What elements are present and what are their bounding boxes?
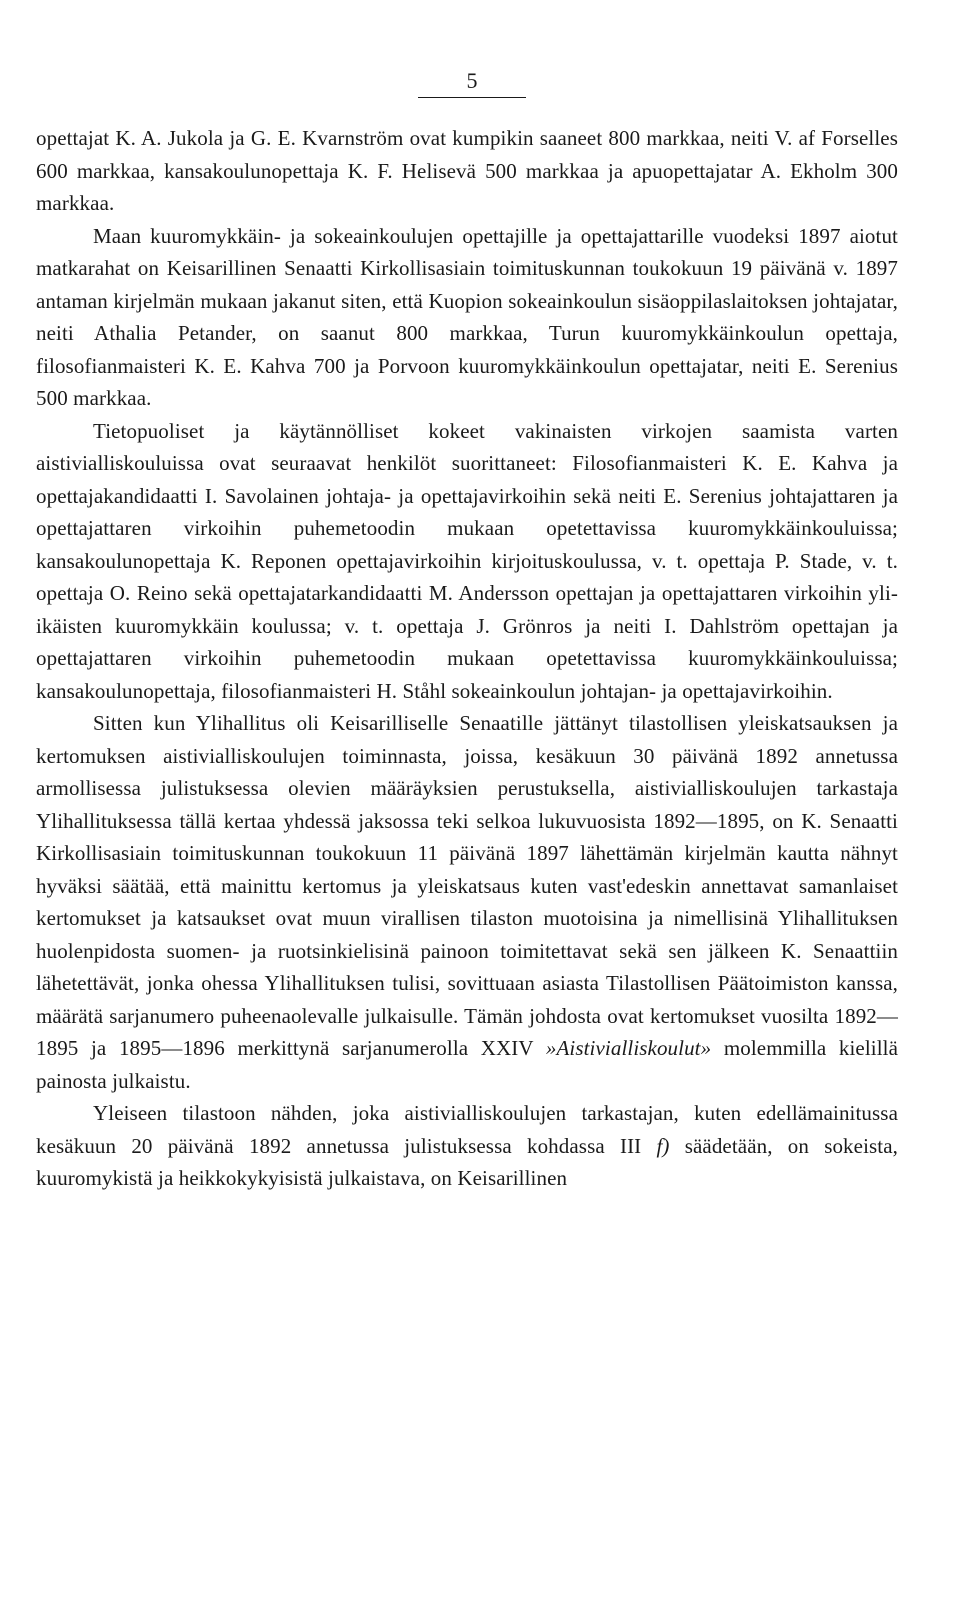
paragraph-general-statistics-text-after: säädetään, on sokeista, kuuromykistä ja heikkokykyisistä julkaistava, on Keisarillinen <box>36 1133 898 1190</box>
publication-series-title: »Aistivialliskoulut» <box>545 1036 712 1060</box>
paragraph-qualification-exams: Tietopuoliset ja käytännölliset kokeet vakinaisten virkojen saamista varten aistivialliskouluissa ovat seuraavat henkilöt suorittaneet: Filosofianmaisteri K. E. Kahva ja opettajakandidaatti I. Savolainen johtaja- ja opettajavirkoihin sekä neiti E. Serenius johtajattaren ja opettajattaren virkoihin puhemetoodin mukaan opetettavissa kuuromykkäinkouluissa; kansakoulunopettaja K. Reponen opettajavirkoihin kirjoituskoulussa, v. t. opettaja P. Stade, v. t. opettaja O. Reino sekä opettajatarkandidaatti M. Andersson opettajan ja opettajattaren virkoihin yli-ikäisten kuuromykkäin koulussa; v. t. opettaja J. Grönros ja neiti I. Dahlström opettajan ja opettajattaren virkoihin puhemetoodin mukaan opetettavissa kuuromykkäinkouluissa; kansakoulunopettaja, filosofianmaisteri H. Ståhl sokeainkoulun johtajan- ja opettajavirkoihin. <box>36 418 898 703</box>
paragraph-travel-grants-1897: Maan kuuromykkäin- ja sokeainkoulujen opettajille ja opettajattarille vuodeksi 1897 aiotut matkarahat on Keisarillinen Senaatti Kirkollisasiain toimituskunnan toukokuun 19 päivänä v. 1897 antaman kirjelmän mukaan jakanut siten, että Kuopion sokeainkoulun sisäoppilaslaitoksen johtajatar, neiti Athalia Petander, on saanut 800 markkaa, Turun kuuromykkäinkoulun opettaja, filosofianmaisteri K. E. Kahva 700 ja Porvoon kuuromykkäinkoulun opettajatar, neiti E. Serenius 500 markkaa. <box>36 223 898 410</box>
page-number: 5 <box>466 68 478 93</box>
paragraph-general-statistics <box>36 1097 898 1195</box>
body-text <box>36 122 898 1195</box>
paragraph-statistical-report <box>36 707 898 1097</box>
paragraph-statistical-report-text-after: molemmilla kielillä painosta julkaistu. <box>36 1036 899 1093</box>
paragraph-statistical-report-text-before: Sitten kun Ylihallitus oli Keisarilliselle Senaatille jättänyt tilastollisen yleiskatsauksen ja kertomuksen aistivialliskoulujen toiminnasta, joissa, kesäkuun 30 päivänä 1892 annetussa armollisessa julistuksessa olevien määräyksien perustuksella, aistivialliskoulujen tarkastaja Ylihallituksessa tällä kertaa yhdessä jaksossa teki selkoa lukuvuosista 1892—1895, on K. Senaatti Kirkollisasiain toimituskunnan toukokuun 11 päivänä 1897 lähettämän kirjelmän kautta nähnyt hyväksi säätää, että mainittu kertomus ja yleiskatsaus kuten vast'edeskin annettavat samanlaiset kertomukset ja katsaukset ovat muun virallisen tilaston muotoisina ja nimellisinä Ylihallituksen huolenpidosta suomen- ja ruotsinkielisinä painoon toimitettavat sekä sen jälkeen K. Senaattiin lähetettävät, jonka ohessa Ylihallituksen tulisi, sovittuaan asiasta Tilastollisen Päätoimiston kanssa, määrätä sarjanumero puheenaolevalle julkaisulle. Tämän johdosta ovat kertomukset vuosilta 1892—1895 ja 1895—1896 merkittynä sarjanumerolla XXIV <box>36 711 898 1060</box>
paragraph-travel-grants-continued: opettajat K. A. Jukola ja G. E. Kvarnström ovat kumpikin saaneet 800 markkaa, neiti V. af Forselles 600 markkaa, kansakoulunopettaja K. F. Helisevä 500 markkaa ja apuopettajatar A. Ekholm 300 markkaa. <box>36 126 898 215</box>
page-number-rule <box>418 97 526 98</box>
clause-reference: f) <box>656 1133 670 1158</box>
paragraph-general-statistics-text-before: Yleiseen tilastoon nähden, joka aistivialliskoulujen tarkastajan, kuten edellämainitussa kesäkuun 20 päivänä 1892 annetussa julistuksessa kohdassa III <box>36 1101 898 1158</box>
